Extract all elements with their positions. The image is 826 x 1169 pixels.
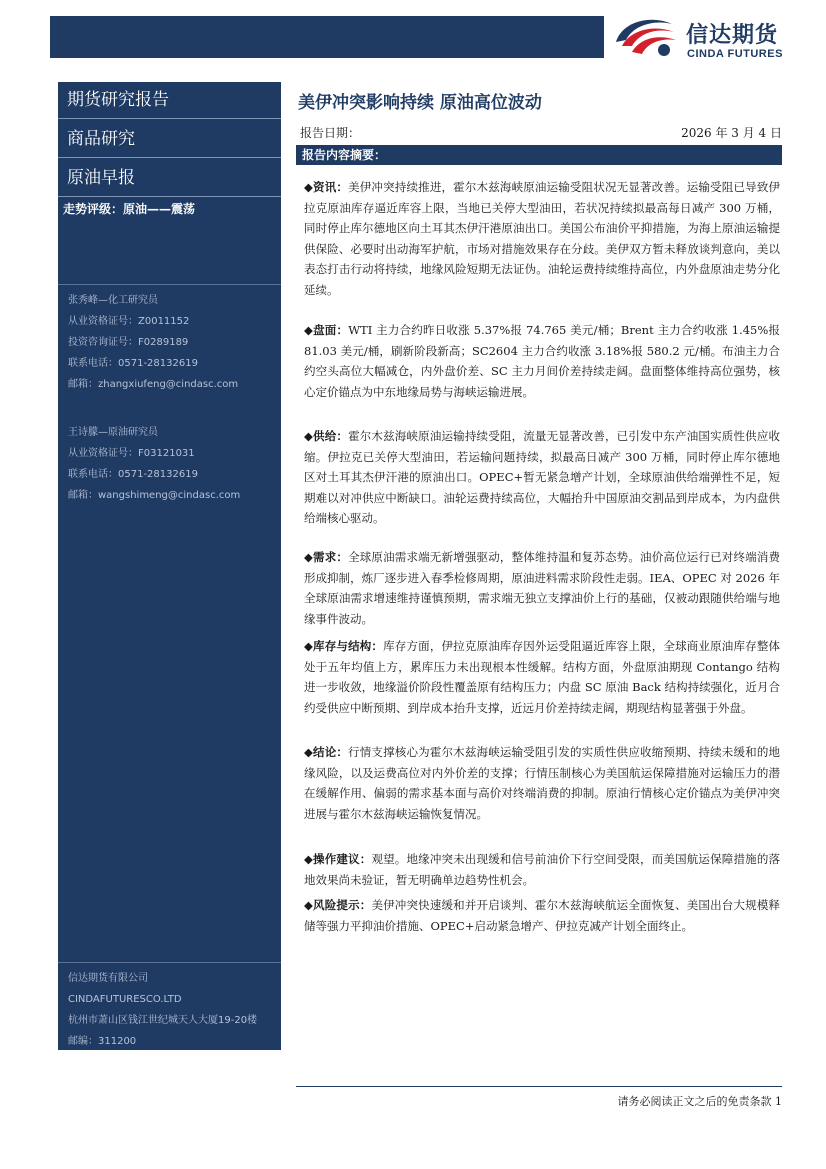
section-lead: 盘面：: [313, 323, 349, 337]
section-lead: 风险提示：: [313, 898, 372, 912]
analyst-1-phone: 联系电话：0571-28132619: [68, 358, 198, 369]
report-title: 美伊冲突影响持续 原油高位波动: [298, 93, 542, 113]
diamond-bullet-icon: ◆: [304, 429, 314, 443]
company-address: 杭州市萧山区钱江世纪城天人大厦19-20楼: [68, 1015, 258, 1026]
company-name: 信达期货有限公司: [68, 973, 148, 984]
analyst-1-qual: 从业资格证号：Z0011152: [68, 316, 190, 327]
trend-rating: 走势评级：原油——震荡: [63, 202, 196, 216]
section-advice: [304, 849, 780, 890]
section-text: 全球原油需求端无新增强驱动，整体维持温和复苏态势。油价高位运行已对终端消费形成抑制，炼厂逐步进入春季检修周期，原油进料需求阶段性走弱。IEA、OPEC 对 2026 年全球原油需求增速维持谨慎预期，需求端无独立支撑油价上行的基础，仅被动跟随供给端与地缘事件波动。: [304, 550, 781, 626]
diamond-bullet-icon: ◆: [304, 745, 314, 759]
section-inventory: [304, 636, 780, 718]
footer-divider: [296, 1086, 782, 1087]
analyst-1-email: 邮箱：zhangxiufeng@cindasc.com: [68, 379, 239, 390]
analyst-1-consult: 投资咨询证号：F0289189: [68, 337, 189, 348]
divider: [58, 962, 281, 963]
section-text: 美伊冲突持续推进，霍尔木兹海峡原油运输受阻状况无显著改善。运输受阻已导致伊拉克原油库存逼近库容上限，当地已关停大型油田，若状况持续拟最高每日减产 300 万桶，同时停止库尔德地区向土耳其杰伊汗港原油出口。美国公布油价平抑措施，为海上原油运输提供保险、必要时出动海军护航，市场对措施效果存在分歧。美伊双方暂未释放谈判意向，美以表态打击行动将持续，地缘风险短期无法证伪。油轮运费持续维持高位，内外盘原油走势分化延续。: [304, 180, 781, 297]
logo-english-name: CINDA FUTURES: [687, 48, 783, 60]
section-conclusion: [304, 742, 780, 824]
section-demand: [304, 547, 780, 629]
company-block: [68, 968, 257, 1052]
section-text: 霍尔木兹海峡原油运输持续受阻，流量无显著改善，已引发中东产油国实质性供应收缩。伊拉克已关停大型油田，若运输问题持续，拟最高日减产 300 万桶，同时停止库尔德地区对土耳其杰伊汗港的原油出口。OPEC+暂无紧急增产计划，全球原油供给端弹性不足，短期难以对冲供应中断缺口。油轮运费持续高位，大幅抬升中国原油交割品到岸成本，为内盘供给端核心驱动。: [304, 429, 781, 526]
sidebar-item-crude-morning: 原油早报: [58, 160, 281, 197]
diamond-bullet-icon: ◆: [304, 898, 314, 912]
header-band: [50, 16, 604, 58]
diamond-bullet-icon: ◆: [304, 323, 314, 337]
section-lead: 操作建议：: [313, 852, 372, 866]
analyst-1-name: 张秀峰—化工研究员: [68, 295, 158, 306]
section-text: WTI 主力合约昨日收涨 5.37%报 74.765 美元/桶；Brent 主力合约收涨 1.45%报 81.03 美元/桶，刷新阶段新高；SC2604 主力合约收涨 3.18%报 580.2 元/桶。布油主力合约空头高位大幅减仓，内外盘价差、SC 主力月间价差持续走阔。盘面整体维持高位强势，核心定价锚点为中东地缘局势与海峡运输进展。: [304, 323, 780, 399]
section-news: [304, 177, 780, 301]
analyst-2-email: 邮箱：wangshimeng@cindasc.com: [68, 490, 241, 501]
footer-disclaimer: 请务必阅读正文之后的免责条款 1: [617, 1095, 782, 1108]
report-date: 2026 年 3 月 4 日: [681, 126, 782, 140]
section-lead: 供给：: [313, 429, 349, 443]
section-text: 观望。地缘冲突未出现缓和信号前油价下行空间受限，而美国航运保障措施的落地效果尚未验证，暂无明确单边趋势性机会。: [304, 852, 781, 887]
cinda-logo: [612, 12, 802, 62]
analyst-1-block: [68, 290, 238, 395]
logo-mark-icon: [612, 12, 680, 60]
logo-chinese-name: 信达期货: [686, 23, 779, 48]
analyst-2-name: 王诗朦—原油研究员: [68, 427, 158, 438]
diamond-bullet-icon: ◆: [304, 180, 314, 194]
section-supply: [304, 426, 780, 529]
sidebar: [58, 82, 281, 1050]
report-date-label: 报告日期：: [300, 126, 361, 140]
section-lead: 结论：: [313, 745, 349, 759]
section-market: [304, 320, 780, 402]
section-lead: 库存与结构：: [313, 639, 384, 653]
sidebar-item-commodity-research: 商品研究: [58, 121, 281, 158]
divider: [58, 284, 281, 285]
section-text: 行情支撑核心为霍尔木兹海峡运输受阻引发的实质性供应收缩预期、持续未缓和的地缘风险，以及运费高位对内外价差的支撑；行情压制核心为美国航运保障措施对运输压力的潜在缓解作用、偏弱的需求基本面与高价对终端消费的抑制。原油行情核心定价锚点为美伊冲突进展与霍尔木兹海峡运输恢复情况。: [304, 745, 781, 821]
diamond-bullet-icon: ◆: [304, 550, 314, 564]
section-lead: 需求：: [313, 550, 349, 564]
analyst-2-phone: 联系电话：0571-28132619: [68, 469, 198, 480]
analyst-2-qual: 从业资格证号：F03121031: [68, 448, 195, 459]
company-zip: 邮编：311200: [68, 1036, 137, 1047]
section-text: 美伊冲突快速缓和并开启谈判、霍尔木兹海峡航运全面恢复、美国出台大规模释储等强力平抑油价措施、OPEC+启动紧急增产、伊拉克减产计划全面终止。: [304, 898, 781, 933]
diamond-bullet-icon: ◆: [304, 852, 314, 866]
section-text: 库存方面，伊拉克原油库存因外运受阻逼近库容上限，全球商业原油库存整体处于五年均值上方，累库压力未出现根本性缓解。结构方面，外盘原油期现 Contango 结构进一步收敛，地缘溢价阶段性覆盖原有结构压力；内盘 SC 原油 Back 结构持续强化，近月合约受供应中断预期、到岸成本抬升支撑，近远月价差持续走阔，期现结构显著强于外盘。: [304, 639, 780, 715]
summary-heading: 报告内容摘要：: [296, 145, 782, 165]
company-english: CINDAFUTURESCO.LTD: [68, 994, 182, 1005]
diamond-bullet-icon: ◆: [304, 639, 314, 653]
sidebar-item-research-report: 期货研究报告: [58, 82, 281, 119]
analyst-2-block: [68, 422, 240, 506]
section-risk: [304, 895, 780, 936]
section-lead: 资讯：: [313, 180, 349, 194]
